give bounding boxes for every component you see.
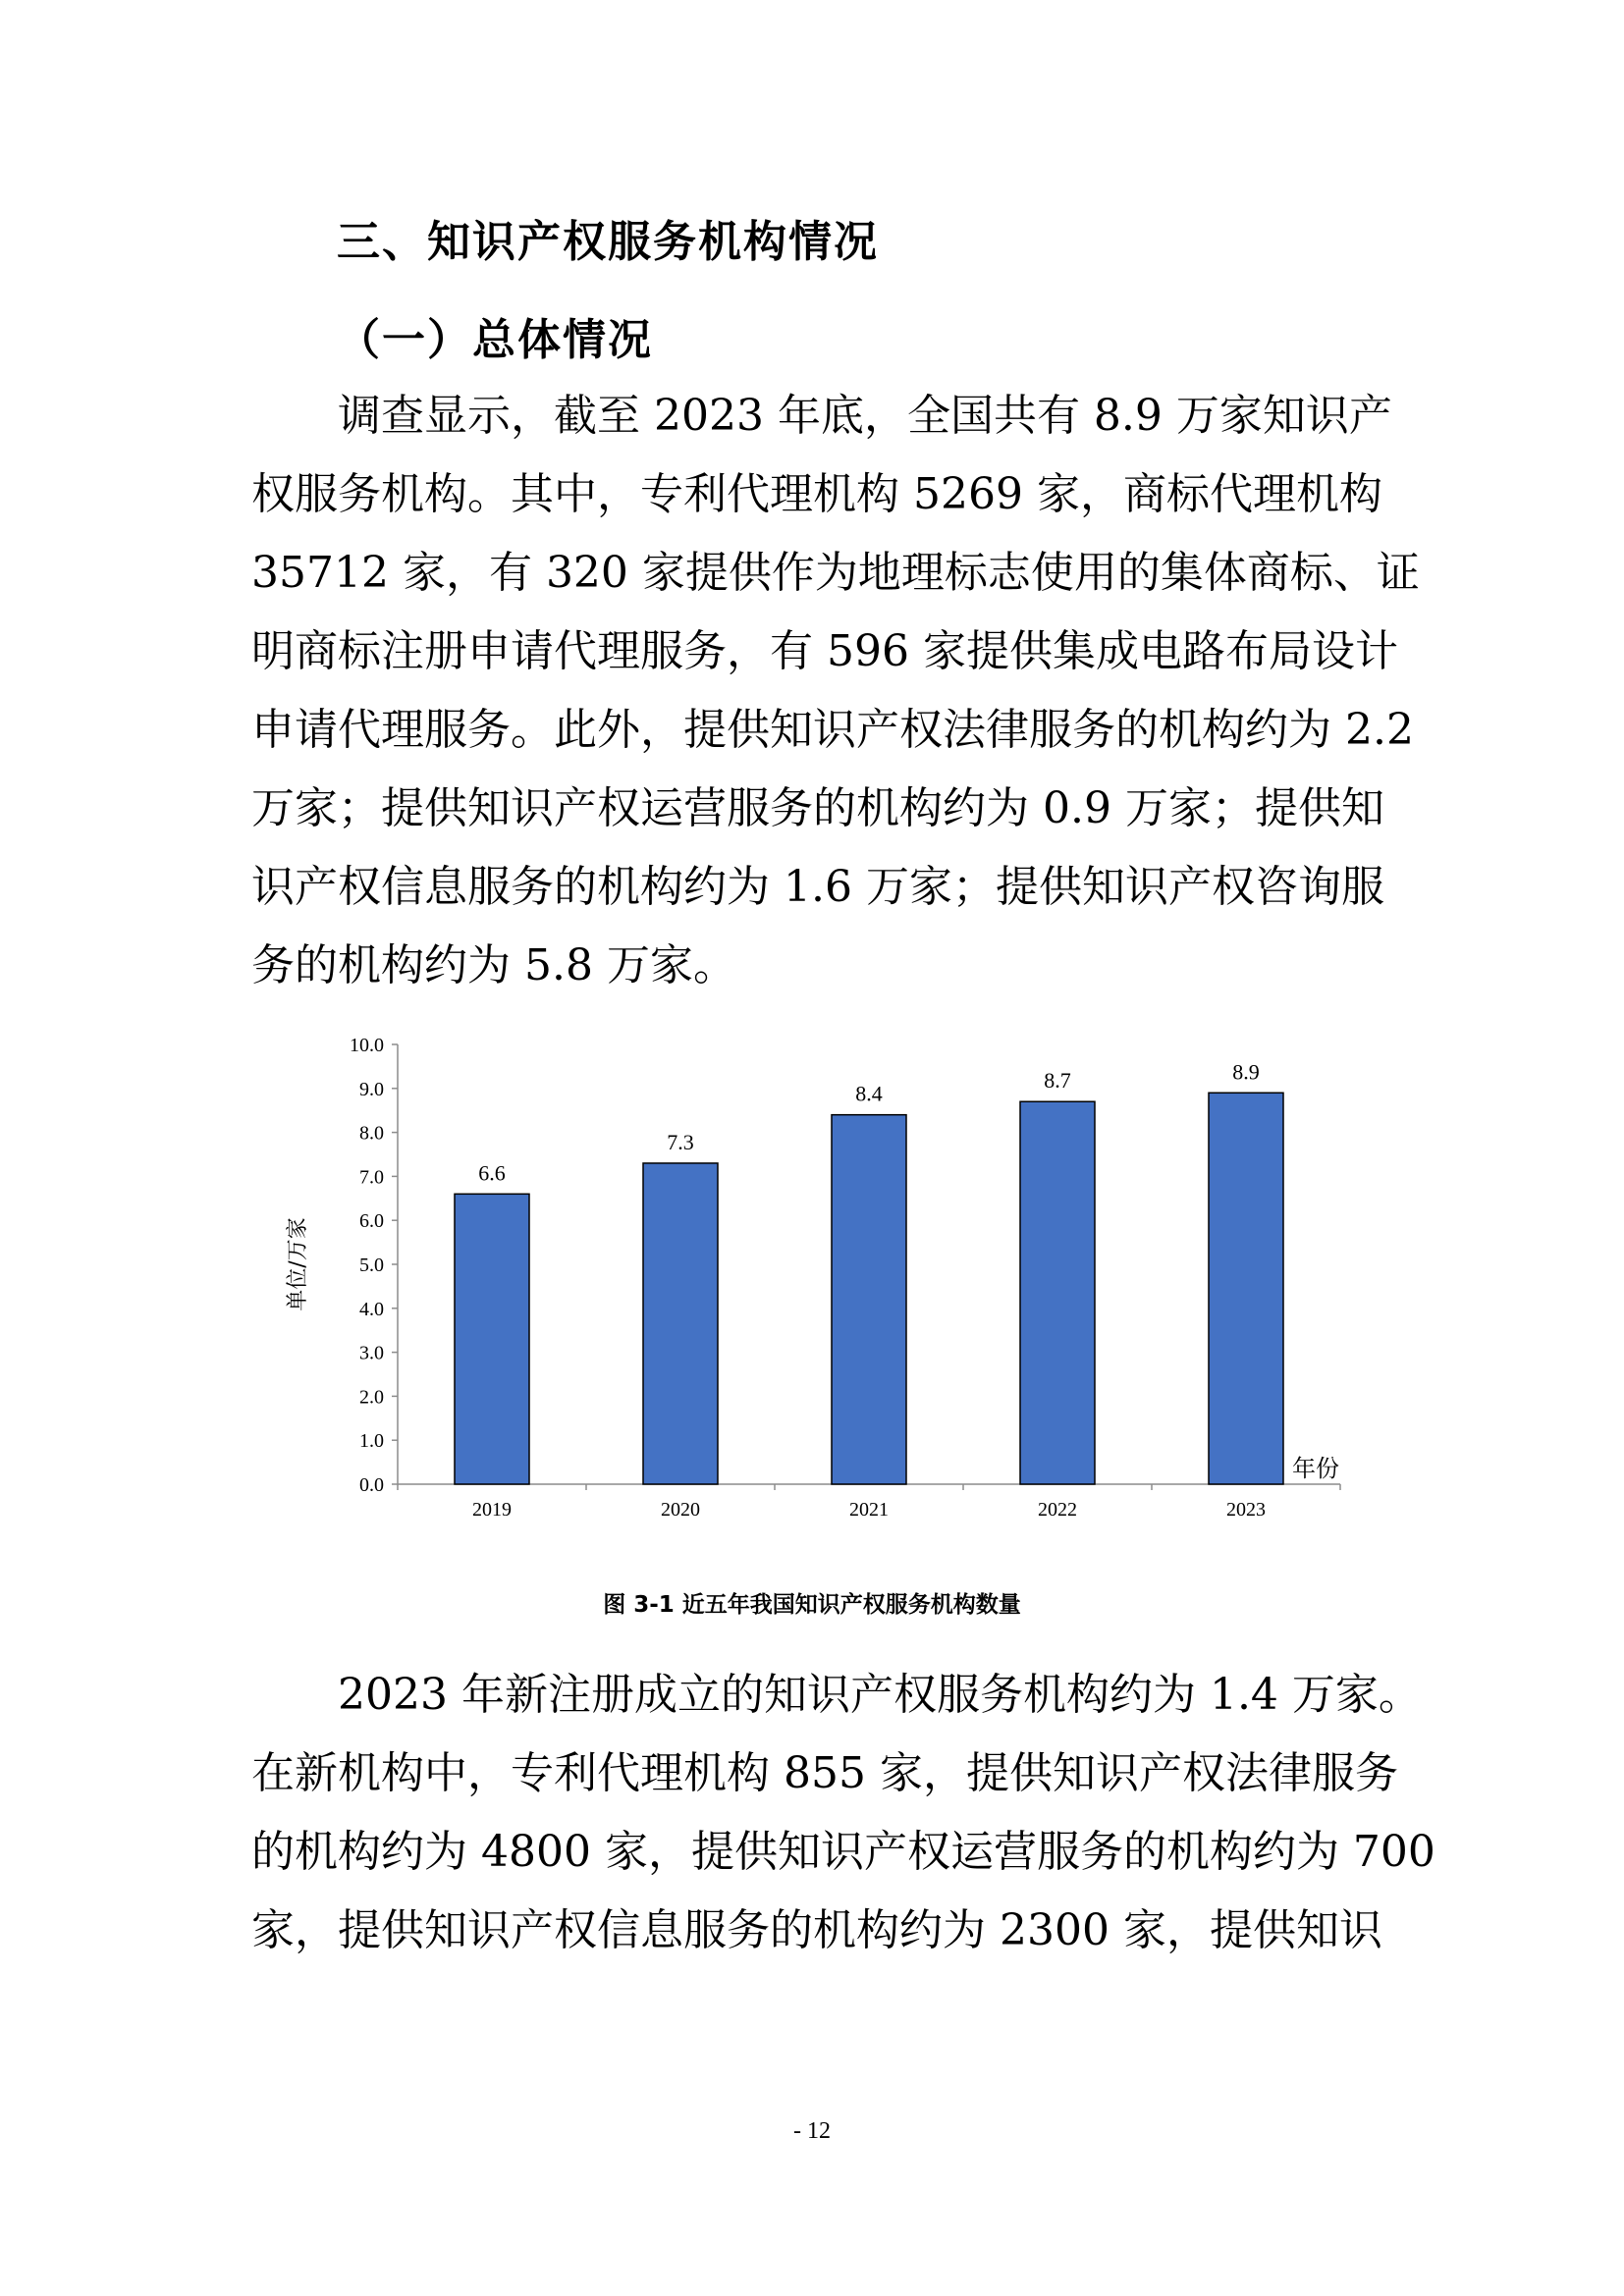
x-tick-label: 2023 (1226, 1499, 1266, 1521)
y-tick-label: 5.0 (359, 1255, 384, 1276)
bar (1020, 1101, 1095, 1484)
x-tick-label: 2022 (1038, 1499, 1077, 1521)
figure-caption: 图 3-1 近五年我国知识产权服务机构数量 (603, 1592, 1021, 1618)
x-axis-title: 年份 (1292, 1455, 1339, 1482)
y-tick-label: 8.0 (359, 1122, 384, 1145)
x-tick-label: 2019 (472, 1499, 512, 1521)
bar (1209, 1093, 1283, 1484)
paragraph-line: 调查显示，截至 2023 年底，全国共有 8.9 万家知识产 (338, 391, 1392, 441)
section-title: 三、知识产权服务机构情况 (337, 217, 879, 267)
y-tick-label: 2.0 (359, 1386, 384, 1409)
data-label: 8.9 (1232, 1059, 1260, 1085)
paragraph-line: 万家；提供知识产权运营服务的机构约为 0.9 万家；提供知 (251, 783, 1384, 833)
paragraph-line: 35712 家，有 320 家提供作为地理标志使用的集体商标、证 (251, 548, 1420, 598)
y-axis-title: 单位/万家 (286, 1217, 310, 1311)
paragraph-line: 识产权信息服务的机构约为 1.6 万家；提供知识产权咨询服 (251, 862, 1384, 912)
bar (832, 1115, 906, 1484)
bar (643, 1163, 718, 1484)
paragraph-line: 家，提供知识产权信息服务的机构约为 2300 家，提供知识 (251, 1905, 1382, 1955)
y-tick-label: 1.0 (359, 1430, 384, 1453)
y-tick-label: 0.0 (359, 1474, 384, 1496)
paragraph-new-institutions (251, 1656, 1435, 1970)
y-tick-label: 6.0 (359, 1210, 384, 1233)
paragraph-line: 务的机构约为 5.8 万家。 (251, 940, 736, 990)
y-tick-label: 9.0 (359, 1078, 384, 1100)
bar-chart (275, 1021, 1355, 1571)
subsection-title: （一）总体情况 (337, 315, 653, 365)
y-tick-label: 7.0 (359, 1166, 384, 1189)
data-label: 8.4 (855, 1081, 883, 1106)
page-number: - 12 (793, 2118, 831, 2144)
paragraph-line: 权服务机构。其中，专利代理机构 5269 家，商标代理机构 (251, 469, 1382, 519)
paragraph-overview (251, 377, 1420, 1005)
y-tick-label: 4.0 (359, 1298, 384, 1320)
x-tick-label: 2021 (849, 1499, 889, 1521)
paragraph-line: 2023 年新注册成立的知识产权服务机构约为 1.4 万家。 (338, 1670, 1422, 1720)
paragraph-line: 明商标注册申请代理服务，有 596 家提供集成电路布局设计 (251, 626, 1398, 676)
data-label: 8.7 (1044, 1068, 1071, 1094)
paragraph-line: 申请代理服务。此外，提供知识产权法律服务的机构约为 2.2 (251, 705, 1414, 755)
bar (455, 1194, 529, 1484)
data-label: 7.3 (667, 1129, 694, 1154)
paragraph-line: 的机构约为 4800 家，提供知识产权运营服务的机构约为 700 (251, 1827, 1435, 1877)
x-tick-label: 2020 (661, 1499, 700, 1521)
y-tick-label: 3.0 (359, 1342, 384, 1364)
paragraph-line: 在新机构中，专利代理机构 855 家，提供知识产权法律服务 (251, 1748, 1398, 1798)
y-tick-label: 10.0 (350, 1035, 384, 1056)
data-label: 6.6 (478, 1160, 506, 1186)
